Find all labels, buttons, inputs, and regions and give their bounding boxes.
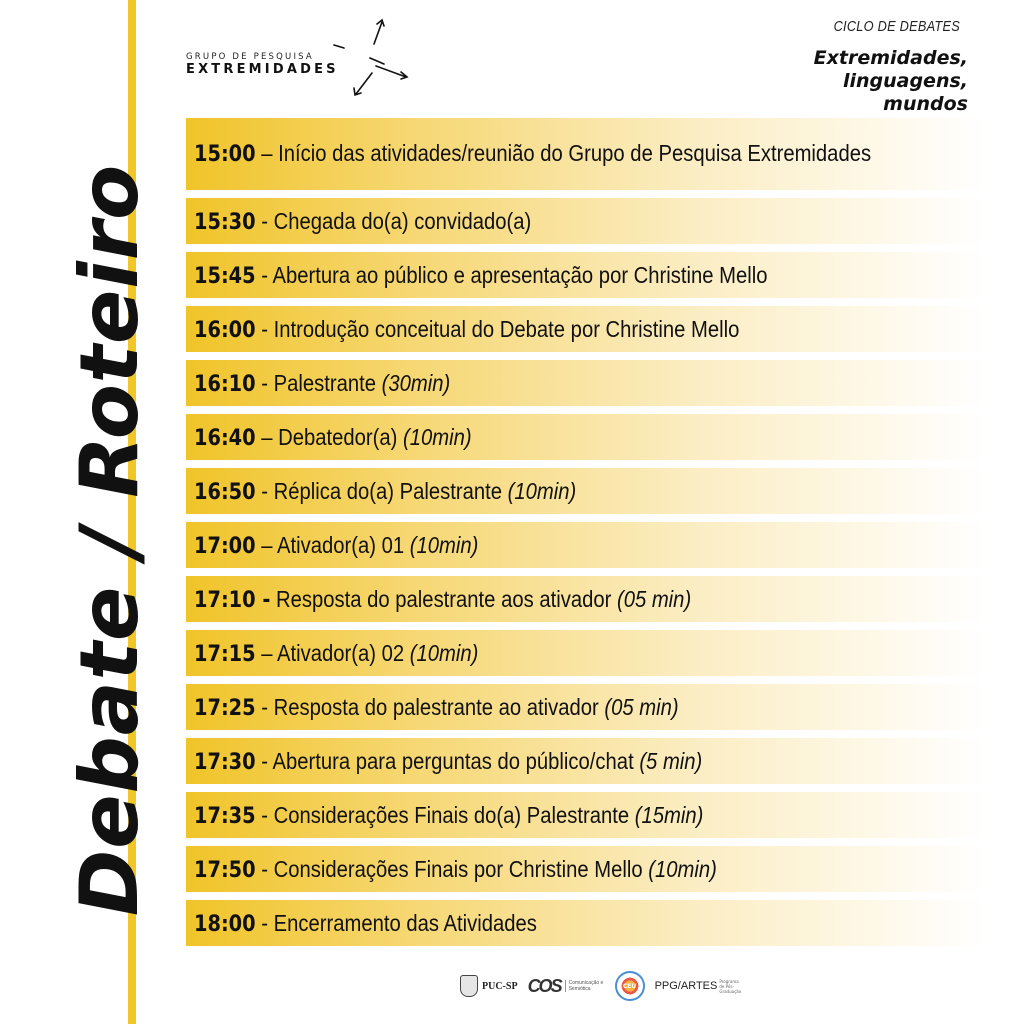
schedule-activity: Considerações Finais do(a) Palestrante (273, 801, 635, 828)
schedule-duration: (10min) (409, 531, 479, 558)
schedule-time: 17:10 - (194, 587, 271, 613)
schedule-activity: Abertura para perguntas do público/chat (272, 747, 640, 774)
schedule-duration: (10min) (648, 855, 717, 882)
schedule-activity: Início das atividades/reunião do Grupo de Pesquisa Extremidades (278, 140, 872, 166)
schedule-row (186, 360, 986, 406)
schedule-activity: Ativador(a) 02 (277, 639, 410, 666)
schedule-row-text (194, 208, 884, 235)
schedule-duration: (15min) (634, 801, 704, 828)
schedule-separator: - (255, 801, 274, 828)
debate-series-header (648, 18, 968, 116)
schedule-time: 17:50 (194, 857, 256, 883)
schedule-activity: Palestrante (273, 369, 382, 396)
institution-logos (460, 968, 742, 1004)
series-title-line-2: linguagens, (842, 70, 968, 92)
ppg-artes-label: Programa de Pós-Graduação (719, 978, 742, 994)
series-title (648, 47, 968, 116)
schedule-row-text (194, 802, 884, 829)
schedule-separator: - (255, 747, 273, 774)
schedule-separator: - (255, 693, 274, 720)
schedule-duration: (05 min) (604, 693, 679, 720)
schedule-row-text (194, 640, 884, 667)
schedule-time: 17:00 (194, 533, 256, 559)
ceu-logo (615, 971, 645, 1001)
schedule-time: 17:35 (194, 803, 256, 829)
puc-sp-label: PUC-SP (482, 980, 518, 992)
schedule-activity: Resposta do palestrante ao ativador (273, 693, 605, 720)
schedule-row (186, 630, 986, 676)
schedule-separator: - (255, 261, 273, 288)
schedule-row (186, 684, 986, 730)
schedule-duration: (05 min) (616, 585, 692, 612)
schedule-row (186, 738, 986, 784)
schedule-row (186, 252, 986, 298)
schedule-duration: (10min) (507, 477, 577, 504)
schedule-separator: - (255, 477, 274, 504)
schedule-time: 17:15 (194, 641, 256, 667)
schedule-row-text (194, 370, 884, 397)
puc-sp-logo (460, 975, 518, 997)
schedule-row (186, 468, 986, 514)
schedule-list (186, 118, 986, 954)
schedule-time: 17:25 (194, 695, 256, 721)
schedule-time: 15:30 (194, 209, 256, 235)
schedule-activity: Abertura ao público e apresentação por Christine Mello (272, 261, 768, 288)
schedule-separator: - (255, 369, 274, 396)
schedule-row (186, 792, 986, 838)
schedule-activity: Encerramento das Atividades (273, 909, 537, 936)
schedule-row (186, 522, 986, 568)
schedule-row (186, 198, 986, 244)
cycle-label: CICLO DE DEBATES (833, 18, 960, 35)
schedule-duration: (10min) (409, 639, 479, 666)
schedule-separator: – (255, 531, 278, 558)
cos-mark: COS (527, 975, 561, 996)
cos-logo (528, 976, 605, 997)
schedule-separator: – (255, 140, 279, 166)
series-title-line-1: Extremidades, (813, 47, 968, 69)
schedule-activity: Introdução conceitual do Debate por Christine Mello (273, 315, 740, 342)
schedule-activity: Resposta do palestrante aos ativador (276, 585, 617, 612)
schedule-time: 16:10 (194, 371, 256, 397)
schedule-row (186, 118, 986, 190)
schedule-row-text (194, 316, 884, 343)
schedule-activity: Considerações Finais por Christine Mello (273, 855, 649, 882)
schedule-row-text (194, 478, 884, 505)
schedule-row-text (194, 532, 884, 559)
cos-label: Comunicação e Semiótica (565, 980, 605, 992)
schedule-activity: Chegada do(a) convidado(a) (273, 207, 532, 234)
logo-top-line: GRUPO DE PESQUISA (186, 52, 314, 62)
schedule-row (186, 306, 986, 352)
schedule-row-text (194, 139, 884, 169)
schedule-separator: – (255, 423, 279, 450)
schedule-activity: Debatedor(a) (278, 423, 404, 450)
schedule-row (186, 414, 986, 460)
schedule-row-text (194, 856, 884, 883)
schedule-time: 15:45 (194, 263, 256, 289)
schedule-activity: Ativador(a) 01 (277, 531, 410, 558)
schedule-time: 16:50 (194, 479, 256, 505)
schedule-row-text (194, 910, 884, 937)
schedule-separator: - (255, 315, 274, 342)
logo-main-line: EXTREMIDADES (186, 62, 339, 77)
ceu-label: CEU (622, 982, 637, 990)
schedule-row-text (194, 748, 884, 775)
schedule-row (186, 846, 986, 892)
series-title-line-3: mundos (883, 93, 968, 115)
schedule-time: 18:00 (194, 911, 256, 937)
crest-icon (460, 975, 478, 997)
schedule-row-text (194, 262, 884, 289)
schedule-duration: (30min) (381, 369, 451, 396)
scattered-arrows-icon (326, 18, 426, 98)
schedule-duration: (10min) (403, 423, 472, 450)
schedule-row (186, 576, 986, 622)
research-group-logo (186, 18, 426, 98)
schedule-separator: - (255, 855, 274, 882)
schedule-time: 16:40 (194, 425, 256, 451)
schedule-row (186, 900, 986, 946)
schedule-row-text (194, 424, 884, 451)
ppg-artes-mark: PPG/ARTES (654, 979, 718, 992)
schedule-activity: Réplica do(a) Palestrante (273, 477, 508, 504)
schedule-time: 16:00 (194, 317, 256, 343)
schedule-separator: - (255, 909, 274, 936)
schedule-time: 15:00 (194, 142, 256, 167)
schedule-separator: – (255, 639, 278, 666)
schedule-duration: (5 min) (639, 747, 703, 774)
schedule-separator: - (255, 207, 274, 234)
ppg-artes-logo (655, 979, 740, 994)
schedule-time: 17:30 (194, 749, 256, 775)
schedule-row-text (194, 586, 884, 613)
schedule-row-text (194, 694, 884, 721)
vertical-page-title: Debate / Roteiro (63, 163, 156, 917)
